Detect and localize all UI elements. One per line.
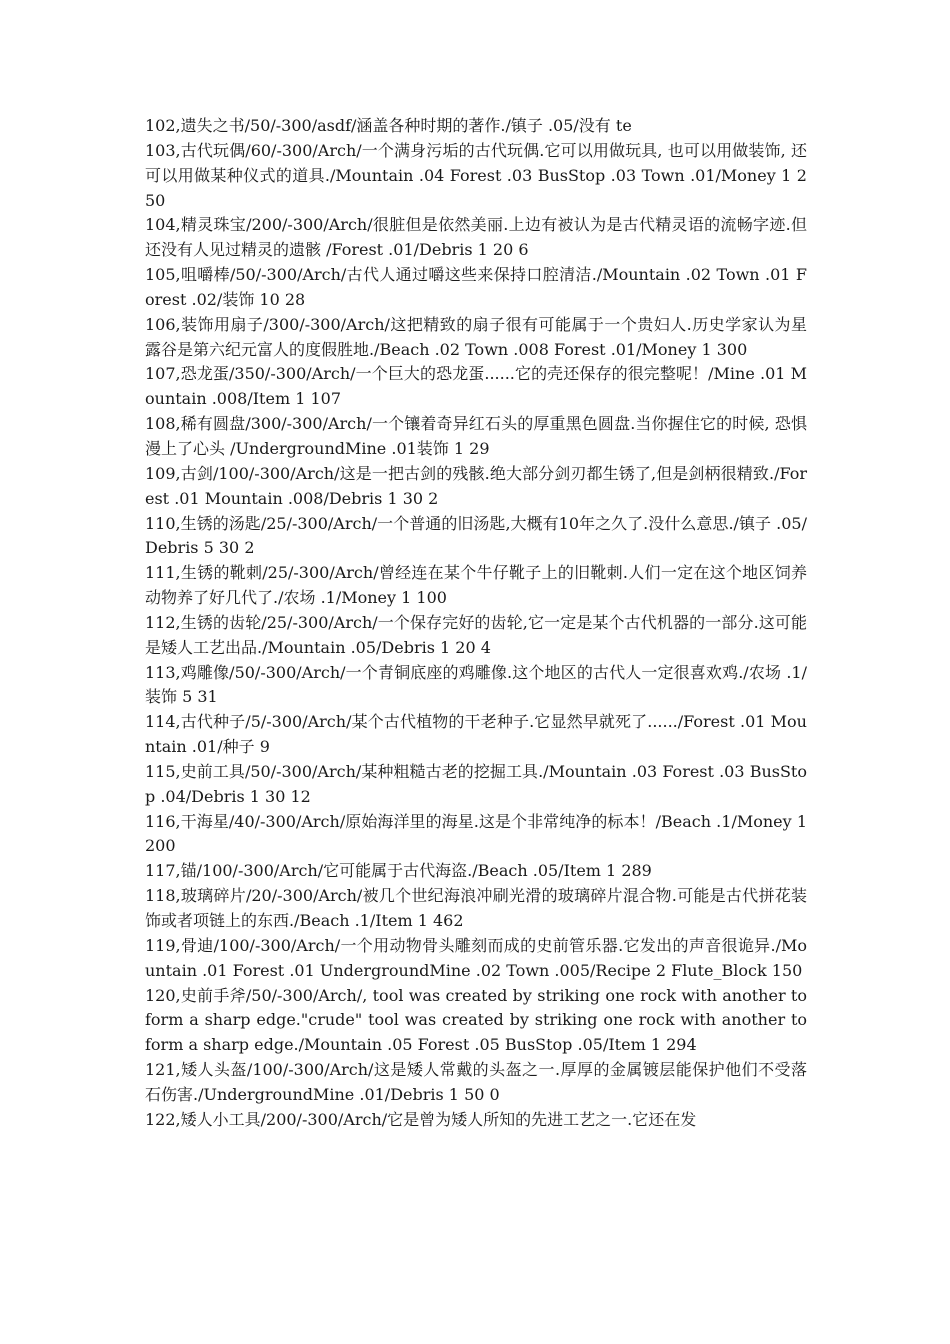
entry-118: 118,玻璃碎片/20/-300/Arch/被几个世纪海浪冲刷光滑的玻璃碎片混合物.可能是古代拼花装饰或者项链上的东西./Beach .1/Item 1 462 [145,886,807,930]
entry-103: 103,古代玩偶/60/-300/Arch/一个满身污垢的古代玩偶.它可以用做玩具, 也可以用做装饰, 还可以用做某种仪式的道具./Mountain .04 Forest .03 BusStop .03 Town .01/Money 1 250 [145,140,807,210]
entry-108: 108,稀有圆盘/300/-300/Arch/一个镶着奇异红石头的厚重黑色圆盘.当你握住它的时候, 恐惧漫上了心头 /UndergroundMine .01装饰 1 29 [145,414,807,458]
entry-119: 119,骨迪/100/-300/Arch/一个用动物骨头雕刻而成的史前管乐器.它发出的声音很诡异./Mountain .01 Forest .01 UndergroundMine .02 Town .005/Recipe 2 Flute_Block 150 [145,935,807,980]
entry-117: 117,锚/100/-300/Arch/它可能属于古代海盗./Beach .05/Item 1 289 [145,861,652,881]
entry-106: 106,装饰用扇子/300/-300/Arch/这把精致的扇子很有可能属于一个贵妇人.历史学家认为星露谷是第六纪元富人的度假胜地./Beach .02 Town .008 Forest .01/Money 1 300 [145,314,807,359]
entry-110: 110,生锈的汤匙/25/-300/Arch/一个普通的旧汤匙,大概有10年之久了.没什么意思./镇子 .05/Debris 5 30 2 [145,513,807,558]
entry-113: 113,鸡雕像/50/-300/Arch/一个青铜底座的鸡雕像.这个地区的古代人一定很喜欢鸡./农场 .1/装饰 5 31 [145,662,807,707]
entry-120: 120,史前手斧/50/-300/Arch/, tool was created by striking one rock with another to form a sharp edge."crude" tool was created by striking one rock with another to form a sharp edge./Mountain .05 Forest .05 BusStop .05/Item 1 294 [145,985,807,1055]
entry-107: 107,恐龙蛋/350/-300/Arch/一个巨大的恐龙蛋......它的壳还保存的很完整呢！/Mine .01 Mountain .008/Item 1 107 [145,364,807,409]
entry-109: 109,古剑/100/-300/Arch/这是一把古剑的残骸.绝大部分剑刃都生锈了,但是剑柄很精致./Forest .01 Mountain .008/Debris 1 30 2 [145,463,807,508]
entry-121: 121,矮人头盔/100/-300/Arch/这是矮人常戴的头盔之一.厚厚的金属镀层能保护他们不受落石伤害./UndergroundMine .01/Debris 1 50 0 [145,1060,807,1104]
entry-115: 115,史前工具/50/-300/Arch/某种粗糙古老的挖掘工具./Mountain .03 Forest .03 BusStop .04/Debris 1 30 12 [145,761,807,806]
entry-112: 112,生锈的齿轮/25/-300/Arch/一个保存完好的齿轮,它一定是某个古代机器的一部分.这可能是矮人工艺出品./Mountain .05/Debris 1 20 4 [145,612,807,657]
entry-104: 104,精灵珠宝/200/-300/Arch/很脏但是依然美丽.上边有被认为是古代精灵语的流畅字迹.但还没有人见过精灵的遗骸 /Forest .01/Debris 1 20 6 [145,215,807,260]
entry-111: 111,生锈的靴刺/25/-300/Arch/曾经连在某个牛仔靴子上的旧靴刺.人们一定在这个地区饲养动物养了好几代了./农场 .1/Money 1 100 [145,563,807,608]
entry-102: 102,遗失之书/50/-300/asdf/涵盖各种时期的著作./镇子 .05/没有 te [145,116,632,135]
entry-105: 105,咀嚼棒/50/-300/Arch/古代人通过嚼这些来保持口腔清洁./Mountain .02 Town .01 Forest .02/装饰 10 28 [145,265,807,309]
entry-116: 116,干海星/40/-300/Arch/原始海洋里的海星.这是个非常纯净的标本！/Beach .1/Money 1 200 [145,811,807,856]
entry-122: 122,矮人小工具/200/-300/Arch/它是曾为矮人所知的先进工艺之一.它还在发 [145,1109,697,1129]
entry-114: 114,古代种子/5/-300/Arch/某个古代植物的干老种子.它显然早就死了....../Forest .01 Mountain .01/种子 9 [145,712,807,757]
document-body [145,114,807,1133]
